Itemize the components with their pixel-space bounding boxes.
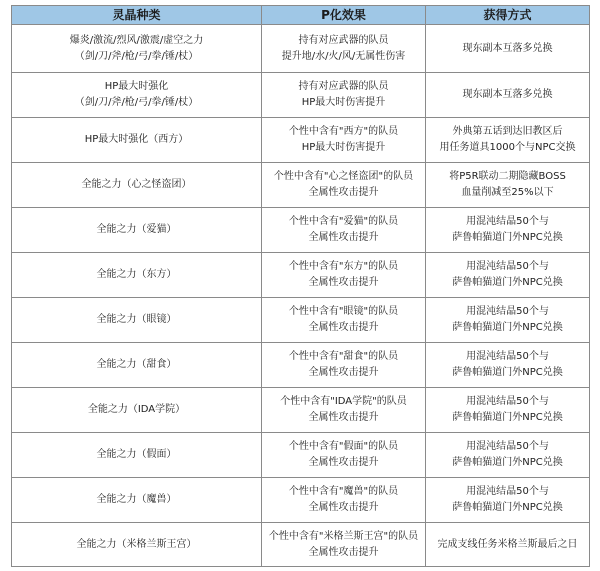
effect-cell: 个性中含有"IDA学院"的队员 全属性攻击提升 bbox=[262, 388, 426, 433]
crystal-type-cell: 全能之力（眼镜） bbox=[12, 298, 262, 343]
source-cell: 现东副本互落多兑换 bbox=[426, 73, 590, 118]
source-cell: 用混沌结晶50个与 萨鲁帕猫道门外NPC兑换 bbox=[426, 298, 590, 343]
source-cell: 外典第五话到达旧教区后 用任务道具1000个与NPC交换 bbox=[426, 118, 590, 163]
effect-cell: 个性中含有"魔兽"的队员 全属性攻击提升 bbox=[262, 478, 426, 523]
table-row bbox=[12, 25, 590, 73]
source-cell: 现东副本互落多兑换 bbox=[426, 25, 590, 73]
table-row bbox=[12, 343, 590, 388]
effect-cell: 个性中含有"米格兰斯王宫"的队员 全属性攻击提升 bbox=[262, 523, 426, 567]
source-cell: 用混沌结晶50个与 萨鲁帕猫道门外NPC兑换 bbox=[426, 478, 590, 523]
table-row bbox=[12, 118, 590, 163]
table-row bbox=[12, 433, 590, 478]
table-row bbox=[12, 478, 590, 523]
source-cell: 用混沌结晶50个与 萨鲁帕猫道门外NPC兑换 bbox=[426, 208, 590, 253]
crystal-table bbox=[11, 5, 590, 567]
crystal-type-cell: 全能之力（心之怪盗团） bbox=[12, 163, 262, 208]
crystal-type-cell: 全能之力（东方） bbox=[12, 253, 262, 298]
effect-cell: 个性中含有"甜食"的队员 全属性攻击提升 bbox=[262, 343, 426, 388]
crystal-table-container bbox=[11, 5, 589, 566]
crystal-type-cell: 爆炎/激流/烈风/激震/虚空之力 （剑/刀/斧/枪/弓/拳/锤/杖） bbox=[12, 25, 262, 73]
table-row bbox=[12, 163, 590, 208]
crystal-type-cell: HP最大时强化 （剑/刀/斧/枪/弓/拳/锤/杖） bbox=[12, 73, 262, 118]
source-cell: 用混沌结晶50个与 萨鲁帕猫道门外NPC兑换 bbox=[426, 253, 590, 298]
effect-cell: 个性中含有"心之怪盗团"的队员 全属性攻击提升 bbox=[262, 163, 426, 208]
header-crystal-type: 灵晶种类 bbox=[12, 6, 262, 25]
table-row bbox=[12, 253, 590, 298]
source-cell: 用混沌结晶50个与 萨鲁帕猫道门外NPC兑换 bbox=[426, 388, 590, 433]
table-row bbox=[12, 208, 590, 253]
effect-cell: 个性中含有"假面"的队员 全属性攻击提升 bbox=[262, 433, 426, 478]
table-row bbox=[12, 388, 590, 433]
effect-cell: 持有对应武器的队员 提升地/水/火/风/无属性伤害 bbox=[262, 25, 426, 73]
crystal-type-cell: 全能之力（假面） bbox=[12, 433, 262, 478]
effect-cell: 持有对应武器的队员 HP最大时伤害提升 bbox=[262, 73, 426, 118]
effect-cell: 个性中含有"眼镜"的队员 全属性攻击提升 bbox=[262, 298, 426, 343]
effect-cell: 个性中含有"西方"的队员 HP最大时伤害提升 bbox=[262, 118, 426, 163]
table-header-row bbox=[12, 6, 590, 25]
source-cell: 用混沌结晶50个与 萨鲁帕猫道门外NPC兑换 bbox=[426, 433, 590, 478]
crystal-type-cell: 全能之力（魔兽） bbox=[12, 478, 262, 523]
table-body bbox=[12, 25, 590, 567]
header-p-effect: P化效果 bbox=[262, 6, 426, 25]
source-cell: 完成支线任务米格兰斯最后之日 bbox=[426, 523, 590, 567]
crystal-type-cell: 全能之力（甜食） bbox=[12, 343, 262, 388]
effect-cell: 个性中含有"东方"的队员 全属性攻击提升 bbox=[262, 253, 426, 298]
header-obtain-method: 获得方式 bbox=[426, 6, 590, 25]
table-row bbox=[12, 73, 590, 118]
crystal-type-cell: 全能之力（米格兰斯王宫） bbox=[12, 523, 262, 567]
source-cell: 将P5R联动二期隐藏BOSS 血量削减至25%以下 bbox=[426, 163, 590, 208]
effect-cell: 个性中含有"爱猫"的队员 全属性攻击提升 bbox=[262, 208, 426, 253]
crystal-type-cell: 全能之力（爱猫） bbox=[12, 208, 262, 253]
table-row bbox=[12, 298, 590, 343]
crystal-type-cell: HP最大时强化（西方） bbox=[12, 118, 262, 163]
crystal-type-cell: 全能之力（IDA学院） bbox=[12, 388, 262, 433]
table-row bbox=[12, 523, 590, 567]
source-cell: 用混沌结晶50个与 萨鲁帕猫道门外NPC兑换 bbox=[426, 343, 590, 388]
